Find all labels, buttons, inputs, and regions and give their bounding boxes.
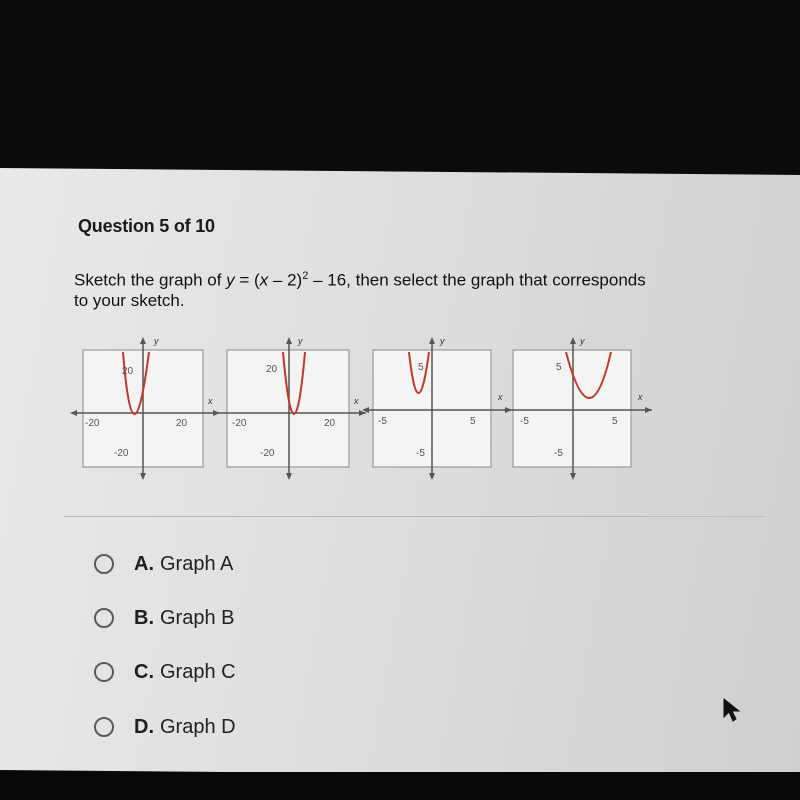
answer-option-b[interactable]: [94, 603, 234, 633]
y-tick-top: 20: [122, 366, 134, 377]
graph-c: [362, 334, 512, 482]
x-tick-pos: 20: [324, 418, 336, 429]
mouse-pointer-icon: [722, 697, 744, 723]
y-axis-arrow-top: [140, 337, 146, 344]
option-letter: A.: [134, 552, 154, 575]
graph-choices: [70, 334, 670, 484]
y-axis-arrow-top: [286, 337, 292, 344]
option-label: Graph D: [160, 715, 236, 738]
x-axis-label: x: [498, 392, 503, 402]
x-axis-arrow-left: [362, 407, 369, 413]
y-tick-bottom: -20: [114, 448, 129, 459]
section-divider: [64, 516, 764, 517]
question-counter: Question 5 of 10: [78, 216, 215, 236]
option-letter: C.: [134, 660, 154, 683]
y-axis-arrow-top: [570, 337, 576, 344]
x-tick-pos: 5: [612, 416, 618, 427]
option-label: Graph B: [160, 606, 235, 629]
y-axis-arrow-bottom: [140, 473, 146, 480]
radio-unselected-icon[interactable]: [94, 662, 114, 682]
x-tick-pos: 5: [470, 416, 476, 427]
y-tick-top: 20: [266, 364, 278, 375]
option-label: Graph C: [160, 660, 236, 683]
y-axis-label: y: [298, 336, 303, 346]
option-letter: B.: [134, 606, 154, 629]
x-tick-pos: 20: [176, 418, 188, 429]
answer-option-a[interactable]: [94, 549, 233, 579]
graph-a: [70, 334, 220, 482]
x-axis-label: x: [208, 396, 213, 406]
option-letter: D.: [134, 715, 154, 738]
y-tick-top: 5: [418, 362, 424, 373]
y-tick-top: 5: [556, 362, 562, 373]
graph-b: [218, 334, 368, 482]
x-tick-neg: -20: [85, 418, 100, 429]
x-tick-neg: -20: [232, 418, 247, 429]
radio-unselected-icon[interactable]: [94, 608, 114, 628]
y-axis-arrow-bottom: [286, 473, 292, 480]
y-axis-label: y: [440, 336, 445, 346]
answer-option-c[interactable]: [94, 657, 236, 687]
graph-panel: [227, 350, 349, 467]
radio-unselected-icon[interactable]: [94, 717, 114, 737]
x-tick-neg: -5: [378, 416, 387, 427]
y-tick-bottom: -5: [416, 448, 425, 459]
answer-option-d[interactable]: [94, 712, 236, 742]
y-tick-bottom: -5: [554, 448, 563, 459]
y-axis-label: y: [154, 336, 159, 346]
radio-unselected-icon[interactable]: [94, 554, 114, 574]
graph-panel: [513, 350, 631, 467]
option-label: Graph A: [160, 552, 234, 575]
monitor-bezel: [0, 772, 800, 800]
graph-d: [504, 334, 654, 482]
question-text: Sketch the graph of y = (x – 2)$^2$ – 16, then select the graph that corresponds to your sketch.: [74, 270, 646, 310]
y-axis-arrow-top: [429, 337, 435, 344]
x-tick-neg: -5: [520, 416, 529, 427]
y-tick-bottom: -20: [260, 448, 275, 459]
x-axis-label: x: [638, 392, 643, 402]
y-axis-arrow-bottom: [429, 473, 435, 480]
x-axis-arrow-right: [645, 407, 652, 413]
y-axis-label: y: [580, 336, 585, 346]
y-axis-arrow-bottom: [570, 473, 576, 480]
x-axis-arrow-left: [70, 410, 77, 416]
x-axis-label: x: [354, 396, 359, 406]
